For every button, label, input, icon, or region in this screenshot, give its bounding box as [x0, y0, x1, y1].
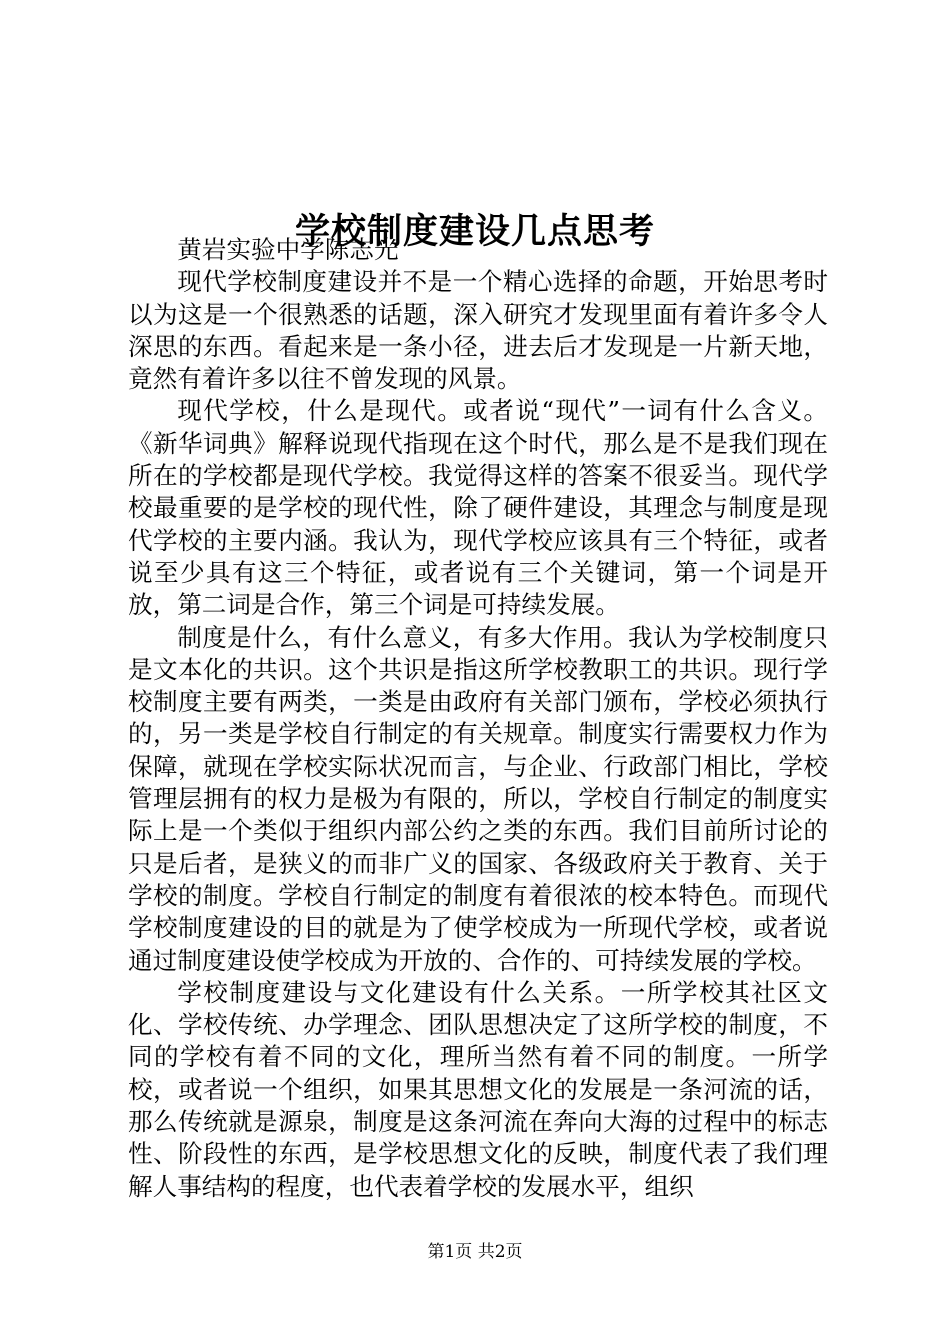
page-number-footer: 第1页 共2页 — [427, 1242, 523, 1262]
document-title: 学校制度建设几点思考 — [294, 211, 655, 253]
paragraph: 学校制度建设与文化建设有什么关系。一所学校其社区文化、学校传统、办学理念、团队思想决定了这所学校的制度，不同的学校有着不同的文化，理所当然有着不同的制度。一所学校，或者说一个组织，如果其思想文化的发展是一条河流的话，那么传统就是源泉，制度是这条河流在奔向大海的过程中的标志性、阶段性的东西，是学校思想文化的反映，制度代表了我们理解人事结构的程度，也代表着学校的发展水平，组织 — [128, 977, 828, 1201]
paragraph: 现代学校制度建设并不是一个精心选择的命题，开始思考时以为这是一个很熟悉的话题，深入研究才发现里面有着许多令人深思的东西。看起来是一条小径，进去后才发现是一片新天地，竟然有着许多以往不曾发现的风景。 — [128, 267, 828, 394]
document-body — [128, 234, 828, 1203]
paragraph: 制度是什么，有什么意义，有多大作用。我认为学校制度只是文本化的共识。这个共识是指这所学校教职工的共识。现行学校制度主要有两类，一类是由政府有关部门颁布，学校必须执行的，另一类是学校自行制定的有关规章。制度实行需要权力作为保障，就现在学校实际状况而言，与企业、行政部门相比，学校管理层拥有的权力是极为有限的，所以，学校自行制定的制度实际上是一个类似于组织内部公约之类的东西。我们目前所讨论的只是后者，是狭义的而非广义的国家、各级政府关于教育、关于学校的制度。学校自行制定的制度有着很浓的校本特色。而现代学校制度建设的目的就是为了使学校成为一所现代学校，或者说通过制度建设使学校成为开放的、合作的、可持续发展的学校。 — [128, 622, 828, 975]
paragraph: 现代学校，什么是现代。或者说“现代”一词有什么含义。《新华词典》解释说现代指现在这个时代，那么是不是我们现在所在的学校都是现代学校。我觉得这样的答案不很妥当。现代学校最重要的是学校的现代性，除了硬件建设，其理念与制度是现代学校的主要内涵。我认为，现代学校应该具有三个特征，或者说至少具有这三个特征，或者说有三个关键词，第一个词是开放，第二词是合作，第三个词是可持续发展。 — [128, 396, 828, 620]
author-line: 黄岩实验中学陈志光 — [177, 235, 399, 264]
